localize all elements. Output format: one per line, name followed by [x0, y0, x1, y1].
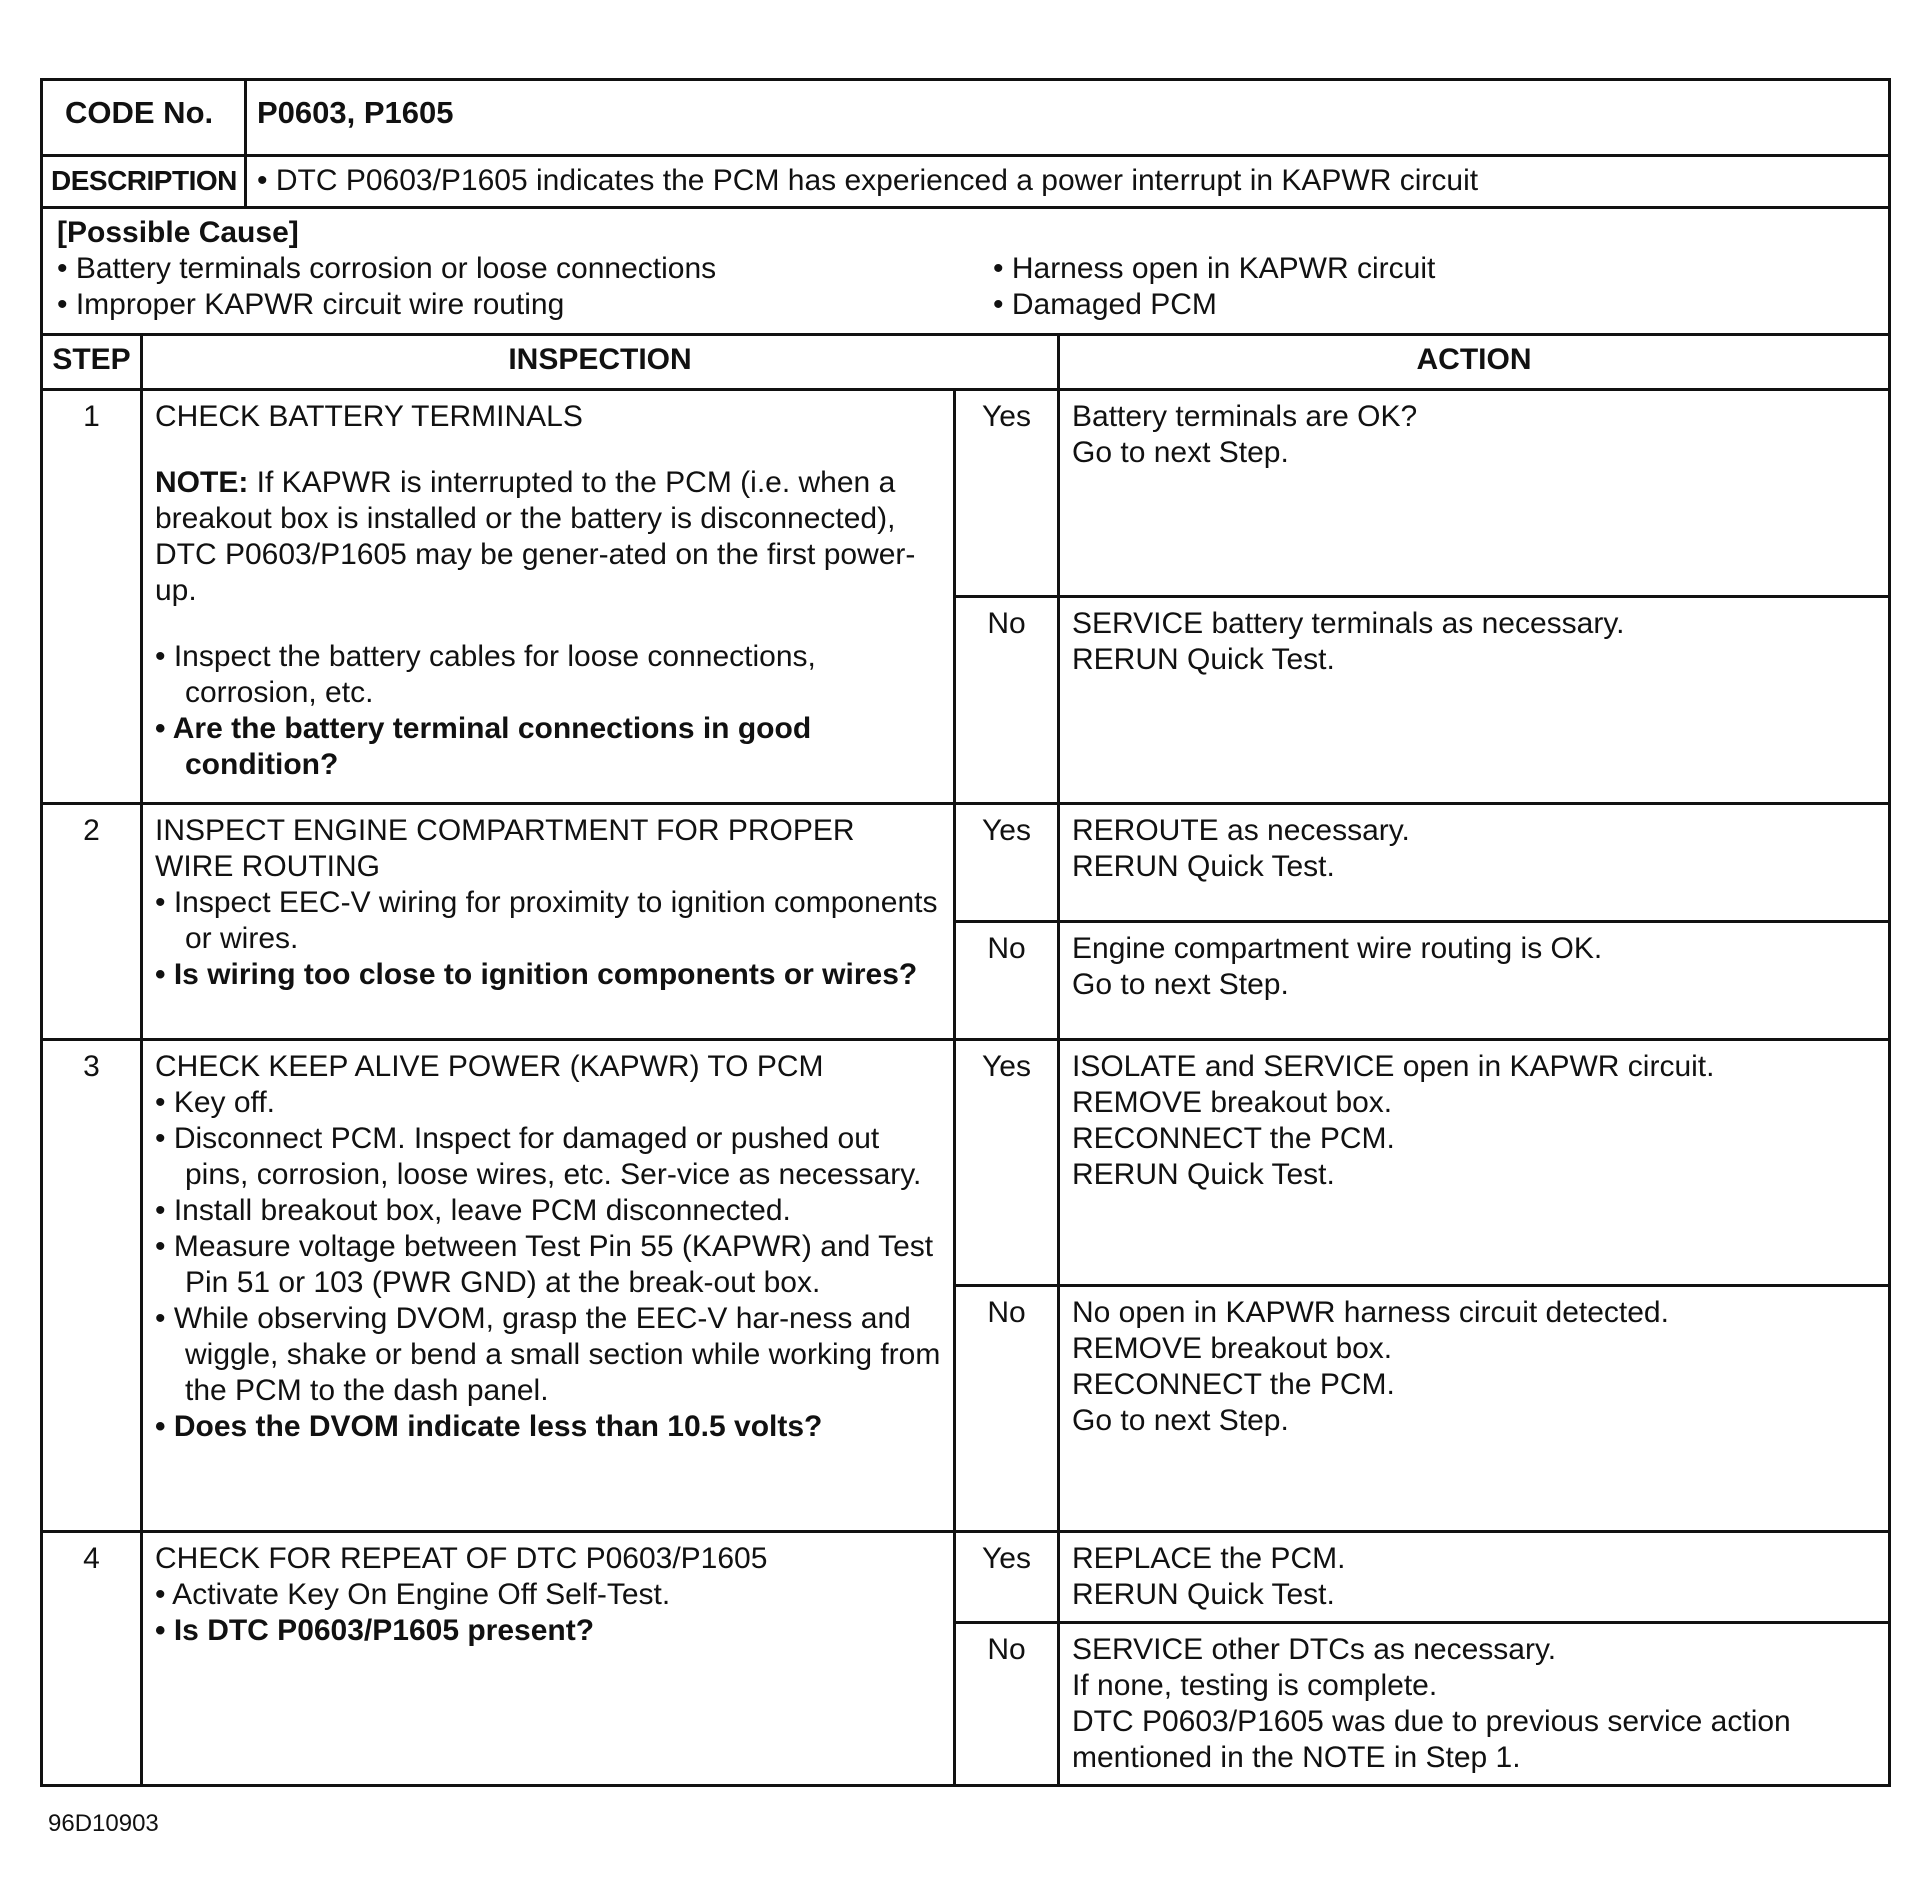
step-bullet: • Inspect the battery cables for loose connections, corrosion, etc.	[155, 640, 816, 709]
possible-cause-row	[42, 208, 1890, 335]
step-inspection	[142, 1040, 955, 1532]
dtc-table	[40, 78, 1891, 1787]
step-number: 2	[42, 804, 142, 1040]
inspection-column-header: INSPECTION	[142, 335, 1059, 390]
description-value: • DTC P0603/P1605 indicates the PCM has experienced a power interrupt in KAPWR circuit	[246, 156, 1890, 208]
yes-action	[1059, 804, 1890, 922]
no-action	[1059, 922, 1890, 1040]
step-number: 1	[42, 390, 142, 804]
possible-cause-list	[57, 251, 1874, 323]
yes-action	[1059, 1040, 1890, 1286]
action-line: If none, testing is complete.	[1072, 1669, 1438, 1702]
action-line: SERVICE battery terminals as necessary.	[1072, 607, 1625, 640]
step-bullet: • Activate Key On Engine Off Self-Test.	[155, 1578, 671, 1611]
description-row	[42, 156, 1890, 208]
step-number: 3	[42, 1040, 142, 1532]
action-line: ISOLATE and SERVICE open in KAPWR circuit.	[1072, 1050, 1715, 1083]
action-line: REPLACE the PCM.	[1072, 1542, 1346, 1575]
no-label: No	[955, 922, 1059, 1040]
action-line: RECONNECT the PCM.	[1072, 1368, 1395, 1401]
action-line: Engine compartment wire routing is OK.	[1072, 932, 1603, 965]
no-action	[1059, 597, 1890, 804]
column-header-row	[42, 335, 1890, 390]
action-line: Go to next Step.	[1072, 1404, 1289, 1437]
step-question: • Is wiring too close to ignition components or wires?	[155, 958, 918, 991]
dtc-diagnostic-table	[40, 78, 1888, 1787]
action-line: DTC P0603/P1605 was due to previous service action	[1072, 1705, 1791, 1738]
step-bullet: • While observing DVOM, grasp the EEC-V har-ness and wiggle, shake or bend a small section while working from the PCM to the dash panel.	[155, 1302, 941, 1407]
step-question: • Does the DVOM indicate less than 10.5 volts?	[155, 1410, 823, 1443]
step-bullet: • Measure voltage between Test Pin 55 (KAPWR) and Test Pin 51 or 103 (PWR GND) at the break-out box.	[155, 1230, 934, 1299]
step-title: CHECK BATTERY TERMINALS	[155, 400, 583, 433]
cause-item: • Improper KAPWR circuit wire routing	[57, 288, 565, 321]
cause-item: • Harness open in KAPWR circuit	[993, 252, 1436, 285]
action-line: RERUN Quick Test.	[1072, 643, 1335, 676]
step-column-header: STEP	[42, 335, 142, 390]
step-question: • Is DTC P0603/P1605 present?	[155, 1614, 595, 1647]
action-line: Go to next Step.	[1072, 436, 1289, 469]
possible-cause-title: [Possible Cause]	[57, 216, 299, 249]
step-note	[155, 465, 941, 609]
action-line: RERUN Quick Test.	[1072, 850, 1335, 883]
cause-item: • Damaged PCM	[993, 288, 1217, 321]
step-inspection	[142, 1532, 955, 1786]
action-line: No open in KAPWR harness circuit detected.	[1072, 1296, 1669, 1329]
step-bullet: • Inspect EEC-V wiring for proximity to ignition components or wires.	[155, 886, 938, 955]
step-title: INSPECT ENGINE COMPARTMENT FOR PROPER WIRE ROUTING	[155, 814, 855, 883]
action-line: RERUN Quick Test.	[1072, 1578, 1335, 1611]
figure-reference: 96D10903	[48, 1810, 159, 1837]
yes-action	[1059, 1532, 1890, 1623]
note-text: If KAPWR is interrupted to the PCM (i.e. when a breakout box is installed or the battery is disconnected), DTC P0603/P1605 may be gener-ated on the first power-up.	[155, 466, 916, 607]
code-label: CODE No.	[42, 80, 246, 156]
step-title: CHECK FOR REPEAT OF DTC P0603/P1605	[155, 1542, 768, 1575]
yes-action	[1059, 390, 1890, 597]
action-line: REMOVE breakout box.	[1072, 1086, 1393, 1119]
action-column-header: ACTION	[1059, 335, 1890, 390]
action-line: RERUN Quick Test.	[1072, 1158, 1335, 1191]
no-label: No	[955, 597, 1059, 804]
action-line: Go to next Step.	[1072, 968, 1289, 1001]
step-bullet: • Key off.	[155, 1086, 276, 1119]
action-line: REMOVE breakout box.	[1072, 1332, 1393, 1365]
yes-label: Yes	[955, 804, 1059, 922]
action-line: RECONNECT the PCM.	[1072, 1122, 1395, 1155]
step-row	[42, 1532, 1890, 1623]
action-line: mentioned in the NOTE in Step 1.	[1072, 1741, 1521, 1774]
no-action	[1059, 1623, 1890, 1786]
yes-label: Yes	[955, 1532, 1059, 1623]
step-row	[42, 390, 1890, 597]
step-bullet: • Disconnect PCM. Inspect for damaged or pushed out pins, corrosion, loose wires, etc. Ser-vice as necessary.	[155, 1122, 922, 1191]
cause-item: • Battery terminals corrosion or loose connections	[57, 252, 717, 285]
action-line: Battery terminals are OK?	[1072, 400, 1418, 433]
step-row	[42, 804, 1890, 922]
step-inspection	[142, 804, 955, 1040]
code-row	[42, 80, 1890, 156]
no-action	[1059, 1286, 1890, 1532]
description-label: DESCRIPTION	[42, 156, 246, 208]
possible-cause-cell	[42, 208, 1890, 335]
code-value: P0603, P1605	[246, 80, 1890, 156]
no-label: No	[955, 1286, 1059, 1532]
step-inspection	[142, 390, 955, 804]
no-label: No	[955, 1623, 1059, 1786]
action-line: REROUTE as necessary.	[1072, 814, 1410, 847]
step-number: 4	[42, 1532, 142, 1786]
action-line: SERVICE other DTCs as necessary.	[1072, 1633, 1557, 1666]
step-question: • Are the battery terminal connections in good condition?	[155, 712, 812, 781]
step-title: CHECK KEEP ALIVE POWER (KAPWR) TO PCM	[155, 1050, 824, 1083]
yes-label: Yes	[955, 390, 1059, 597]
note-label: NOTE:	[155, 466, 249, 499]
step-row	[42, 1040, 1890, 1286]
yes-label: Yes	[955, 1040, 1059, 1286]
step-bullet: • Install breakout box, leave PCM disconnected.	[155, 1194, 791, 1227]
